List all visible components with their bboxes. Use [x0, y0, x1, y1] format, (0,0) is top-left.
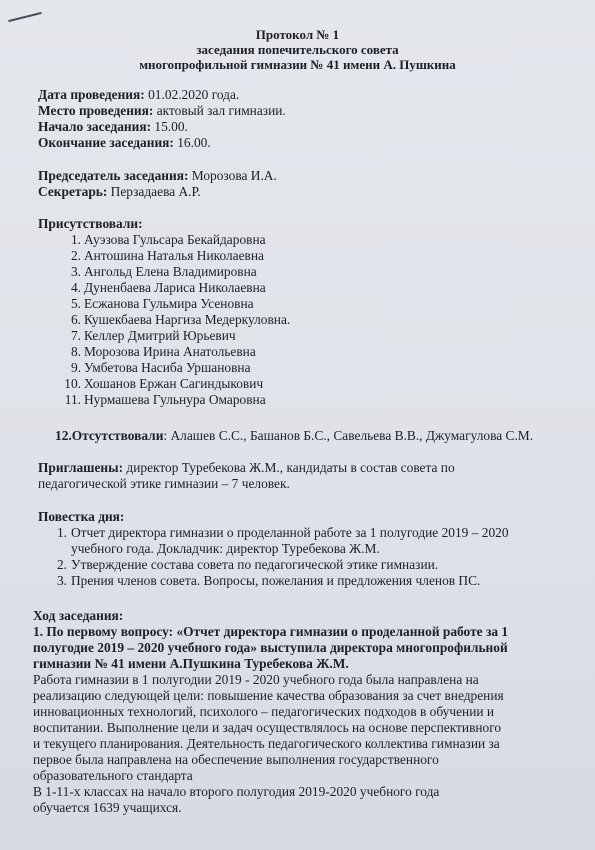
protocol-title: Протокол № 1 [255, 27, 340, 42]
body-line: первое была направлена на обеспечение выполнения государственного [33, 752, 439, 767]
agenda-list [41, 525, 509, 589]
list-item: 6. Кушекбаева Наргиза Медеркуловна. [70, 312, 291, 327]
invited-label: Приглашены: [38, 460, 124, 475]
body-line: обучается 1639 учащихся. [33, 800, 182, 815]
question-heading: 1. По первому вопросу: «Отчет директора гимназии о проделанной работе за 1 [33, 624, 509, 639]
present-label: Присутствовали: [38, 216, 143, 231]
chairperson: Председатель заседания: Морозова И.А. [38, 168, 277, 183]
meeting-meta [38, 87, 286, 151]
list-item: 1. Ауэзова Гульсара Бекайдаровна [70, 232, 266, 247]
body-line: инновационных технологий, психолого – педагогических подходов в обучении и [33, 704, 495, 719]
present-section [38, 216, 290, 408]
list-item: 8. Морозова Ирина Анатольевна [70, 344, 256, 359]
list-item: 7. Келлер Дмитрий Юрьевич [70, 328, 236, 343]
protocol-org: многопрофильной гимназии № 41 имени А. Пушкина [139, 57, 456, 72]
body-line: образовательного стандарта [33, 768, 193, 783]
meta-end: Окончание заседания: 16.00. [38, 135, 211, 150]
body-line: В 1-11-х классах на начало второго полугодия 2019-2020 учебного года [33, 784, 440, 799]
body-line: Работа гимназии в 1 полугодии 2019 - 2020 учебного года была направлена на [33, 672, 479, 687]
meta-start: Начало заседания: 15.00. [38, 119, 188, 134]
list-item: 10. Хошанов Ержан Сагиндыкович [64, 376, 264, 391]
protocol-subtitle: заседания попечительского совета [196, 42, 399, 57]
present-list [55, 232, 290, 408]
secretary: Секретарь: Перзадаева А.Р. [38, 184, 201, 199]
list-item: 2. Утверждение состава совета по педагогической этике гимназии. [56, 557, 439, 572]
body-line: и текущего планирования. Деятельность педагогического коллектива гимназии за [33, 736, 500, 751]
list-item: 11. Нурмашева Гульнура Омаровна [64, 392, 266, 407]
proceedings-label: Ход заседания: [33, 608, 124, 623]
list-item: 3. Прения членов совета. Вопросы, пожелания и предложения членов ПС. [56, 573, 481, 588]
invited-section: Приглашены: директор Туребекова Ж.М., кандидаты в состав совета по педагогической этике гимназии – 7 человек. [38, 460, 455, 491]
meta-date: Дата проведения: 01.02.2020 года. [38, 87, 240, 102]
pen-mark [8, 12, 41, 22]
agenda-label: Повестка дня: [38, 509, 125, 524]
list-item: 2. Антошина Наталья Николаевна [70, 248, 264, 263]
list-item: 5. Есжанова Гульмира Усеновна [70, 296, 254, 311]
list-item: 1. Отчет директора гимназии о проделанной работе за 1 полугодие 2019 – 2020 учебного года. Докладчик: директор Туребекова Ж.М. [56, 525, 509, 556]
list-item: 9. Умбетова Насиба Уршановна [70, 360, 251, 375]
document-header [0, 27, 595, 72]
meta-place: Место проведения: актовый зал гимназии. [38, 103, 286, 118]
body-line: воспитании. Выполнение цели и задач осуществлялось на основе перспективного [33, 720, 502, 735]
absent-line: 12.Отсутствовали: Алашев С.С., Башанов Б.С., Савельева В.В., Джумагулова С.М. [55, 428, 534, 443]
list-item: 4. Дуненбаева Лариса Николаевна [70, 280, 266, 295]
proceedings-section: Ход заседания: 1. По первому вопросу: «Отчет директора гимназии о проделанной работе за 1 полугодие 2019 – 2020 учебного года» выступила директора многопрофильной гимназии № 41 имени А.Пушкина Туребекова Ж.М. Работа гимназии в 1 полугодии 2019 - 2020 учебного года была направлена на реализацию следующей цели: повышение качества образования за счет внедрения инновационных технологий, психолого – педагогических подходов в обучении и воспитании. Выполнение цели и задач осуществлялось на основе перспективного и текущего планирования. Деятельность педагогического коллектива гимназии за первое была направлена на обеспечение выполнения государственного образовательного стандарта В 1-11-х классах на начало второго полугодия 2019-2020 учебного года обучается 1639 учащихся. [33, 608, 509, 815]
body-line: реализацию следующей цели: повышение качества образования за счет внедрения [33, 688, 504, 703]
meeting-officers [38, 168, 277, 200]
list-item: 3. Ангольд Елена Владимировна [70, 264, 257, 279]
agenda-section [38, 509, 509, 589]
